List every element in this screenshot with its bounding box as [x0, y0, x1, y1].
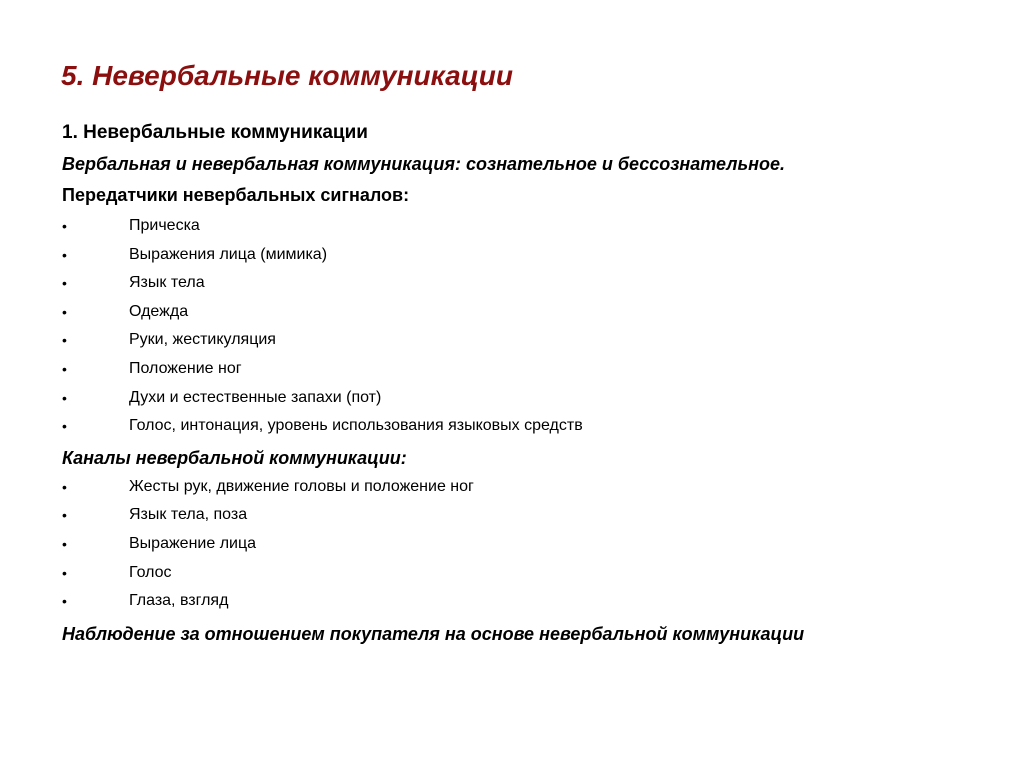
- list-item-text: Голос: [129, 563, 172, 581]
- list-item-text: Руки, жестикуляция: [129, 331, 276, 349]
- list-item-text: Язык тела, поза: [129, 506, 248, 524]
- list-item: [62, 530, 1002, 559]
- bullet-icon: •: [62, 360, 67, 377]
- transmitters-list: [62, 212, 1002, 441]
- bullet-icon: •: [62, 218, 67, 234]
- channels-list: [62, 473, 1002, 616]
- list-item: [62, 298, 1002, 327]
- list-item: [62, 412, 1002, 441]
- bullet-icon: •: [62, 389, 67, 406]
- list-item: [62, 559, 1002, 588]
- bullet-icon: •: [62, 303, 67, 320]
- bullet-icon: •: [62, 332, 67, 349]
- slide-content: [62, 118, 1002, 648]
- transmitters-heading: Передатчики невербальных сигналов:: [62, 185, 410, 205]
- list-item-text: Жесты рук, движение головы и положение ног: [129, 477, 474, 495]
- list-item: [62, 355, 1002, 384]
- list-item-text: Прическа: [129, 217, 200, 234]
- bullet-icon: •: [62, 275, 67, 292]
- list-item: [62, 212, 1002, 241]
- list-item: [62, 384, 1002, 413]
- bullet-icon: •: [62, 478, 67, 495]
- list-item: [62, 501, 1002, 530]
- list-item-text: Язык тела: [129, 274, 205, 292]
- list-item-text: Выражения лица (мимика): [129, 245, 328, 263]
- channels-heading: Каналы невербальной коммуникации:: [62, 447, 407, 468]
- bullet-icon: •: [62, 418, 67, 435]
- list-item-text: Одежда: [129, 302, 189, 320]
- list-item: [62, 326, 1002, 355]
- list-item-text: Голос, интонация, уровень использования языковых средств: [129, 417, 583, 435]
- section-heading: 1. Невербальные коммуникации: [62, 122, 368, 143]
- list-item: [62, 269, 1002, 298]
- list-item-text: Положение ног: [129, 359, 242, 377]
- slide-title: 5. Невербальные коммуникации: [61, 60, 513, 91]
- list-item: [62, 587, 1002, 616]
- bullet-icon: •: [62, 507, 67, 524]
- list-item-text: Духи и естественные запахи (пот): [129, 388, 382, 406]
- bullet-icon: •: [62, 246, 67, 263]
- bullet-icon: •: [62, 593, 67, 610]
- list-item: [62, 241, 1002, 270]
- list-item-text: Выражение лица: [129, 534, 257, 552]
- observation-heading: Наблюдение за отношением покупателя на основе невербальной коммуникации: [62, 623, 805, 644]
- list-item: [62, 473, 1002, 502]
- bullet-icon: •: [62, 564, 67, 581]
- list-item-text: Глаза, взгляд: [129, 592, 229, 610]
- bullet-icon: •: [62, 535, 67, 552]
- subheading-verbal-nonverbal: Вербальная и невербальная коммуникация: сознательное и бессознательное.: [62, 154, 786, 174]
